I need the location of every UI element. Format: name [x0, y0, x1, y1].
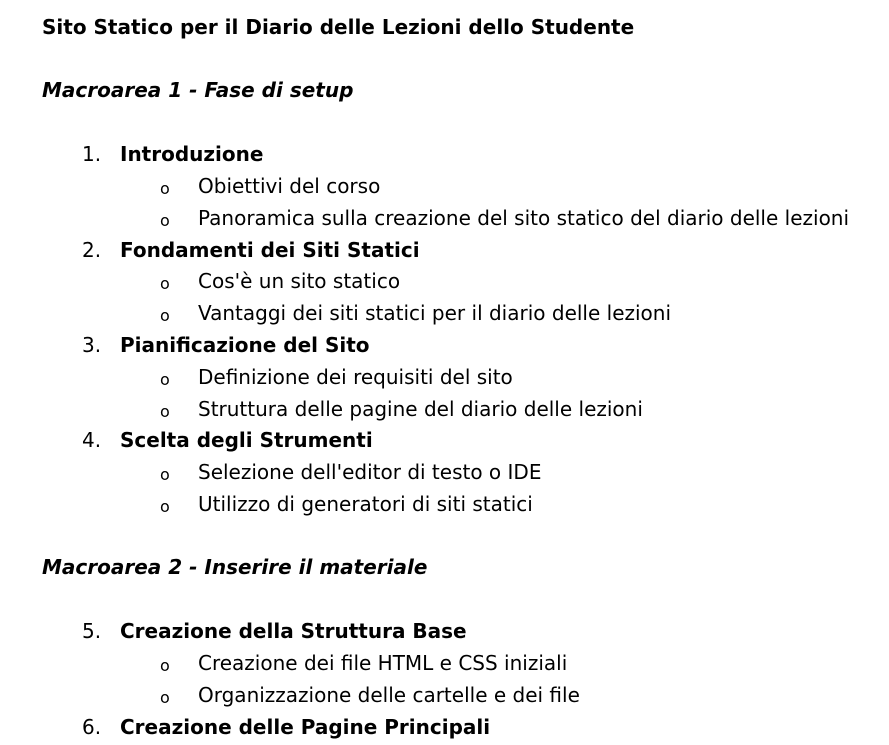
list-item-title: Pianificazione del Sito — [120, 333, 370, 357]
list-item-title: Creazione delle Pagine Principali — [120, 714, 491, 739]
bullet-icon: o — [160, 401, 170, 421]
section-heading: Macroarea 2 - Inserire il materiale — [42, 554, 428, 579]
sub-list-item: Selezione dell'editor di testo o IDE — [198, 460, 542, 485]
list-item-number: 3. — [82, 333, 102, 357]
list-item-title: Creazione della Struttura Base — [120, 619, 467, 644]
section-heading: Macroarea 1 - Fase di setup — [42, 77, 354, 102]
list-item-title: Fondamenti dei Siti Statici — [120, 237, 420, 262]
bullet-icon: o — [160, 687, 170, 707]
sub-list-item: Utilizzo di generatori di siti statici — [198, 492, 533, 516]
list-item-number: 2. — [82, 237, 102, 262]
sub-list-item: Obiettivi del corso — [198, 174, 381, 198]
bullet-icon: o — [160, 369, 170, 389]
sub-list-item: Organizzazione delle cartelle e dei file — [198, 682, 580, 707]
sub-list-item: Panoramica sulla creazione del sito statico del diario delle lezioni — [198, 205, 850, 230]
bullet-icon: o — [160, 274, 170, 294]
list-item-number: 5. — [82, 619, 102, 644]
bullet-icon: o — [160, 306, 170, 326]
bullet-icon: o — [160, 656, 170, 675]
sub-list-item: Cos'è un sito statico — [198, 269, 401, 294]
list-item-number: 4. — [82, 428, 102, 453]
list-item-title: Scelta degli Strumenti — [120, 428, 373, 453]
sub-list-item: Creazione dei file HTML e CSS iniziali — [198, 651, 568, 675]
bullet-icon: o — [160, 179, 170, 198]
bullet-icon: o — [160, 497, 170, 516]
list-item-number: 6. — [82, 714, 102, 739]
bullet-icon: o — [160, 465, 170, 485]
list-item-title: Introduzione — [120, 142, 264, 167]
list-item-number: 1. — [82, 142, 102, 167]
sub-list-item: Vantaggi dei siti statici per il diario delle lezioni — [198, 301, 672, 326]
bullet-icon: o — [160, 210, 170, 230]
sub-list-item: Definizione dei requisiti del sito — [198, 364, 513, 389]
sub-list-item: Struttura delle pagine del diario delle lezioni — [198, 396, 643, 421]
document-title: Sito Statico per il Diario delle Lezioni dello Studente — [42, 15, 635, 39]
